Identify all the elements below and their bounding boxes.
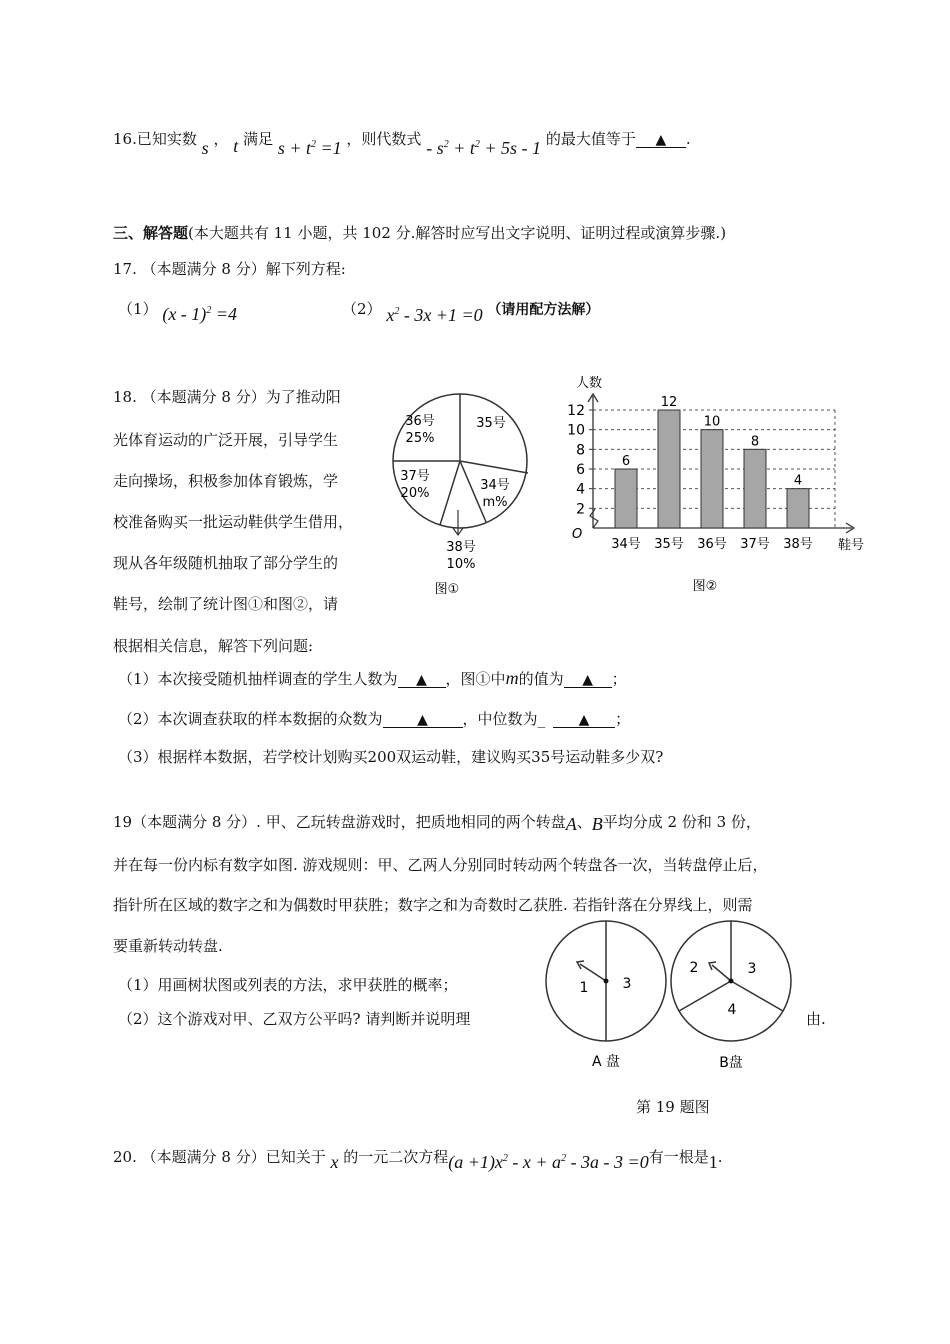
q16-comma: ， bbox=[213, 130, 229, 148]
bar-origin: O bbox=[572, 527, 583, 542]
bar-chart-figure bbox=[560, 368, 880, 598]
q18-question-2: （2）本次调查获取的样本数据的众数为 ▲ ，中位数为_ ▲ ； bbox=[118, 710, 631, 728]
q18-line-7: 根据相关信息，解答下列问题: bbox=[113, 637, 314, 655]
disk-b-num-2: 3 bbox=[747, 961, 757, 977]
bar-axis-break bbox=[590, 509, 598, 528]
q16-satisfy: 满足 bbox=[243, 130, 274, 148]
q18-question-3: （3）根据样本数据，若学校计划购买200双运动鞋，建议购买35号运动鞋多少双? bbox=[118, 748, 664, 766]
bar-category-label: 34号 bbox=[611, 537, 641, 552]
q18-blank-3: ▲ bbox=[383, 713, 463, 728]
disk-b-center bbox=[729, 979, 734, 984]
pie-pct-38: 10% bbox=[446, 557, 476, 572]
q18-line-4: 校准备购买一批运动鞋供学生借用， bbox=[113, 513, 354, 531]
q16-prefix: 16.已知实数 bbox=[113, 130, 197, 148]
pie-chart-figure bbox=[385, 385, 545, 605]
q20-line: 20. （本题满分 8 分）已知关于 x 的一元二次方程$(a +1)x^2 - x + a^2 - 3a - 3 =0$有一根是1. bbox=[113, 1148, 723, 1172]
q16-var-t: t bbox=[233, 136, 239, 156]
disk-a-num-2: 3 bbox=[622, 976, 632, 992]
q19-part-2: （2）这个游戏对甲、乙双方公平吗? 请判断并说明理 bbox=[118, 1010, 471, 1028]
bar-35号 bbox=[658, 410, 680, 528]
q18-line-5: 现从各年级随机抽取了部分学生的 bbox=[113, 554, 339, 572]
disk-b-num-3: 4 bbox=[727, 1002, 737, 1018]
disk-a-center bbox=[604, 979, 609, 984]
bar-y-tick-label: 10 bbox=[567, 422, 585, 439]
disk-b-num-1: 2 bbox=[689, 960, 699, 976]
q16-var-s: s bbox=[201, 138, 209, 158]
q19-line-4: 要重新转动转盘. bbox=[113, 937, 223, 955]
q16-line bbox=[113, 128, 691, 158]
bar-chart-caption: 图② bbox=[692, 579, 718, 594]
bar-34号 bbox=[615, 469, 637, 528]
disk-a-label: A 盘 bbox=[591, 1054, 621, 1070]
bar-36号 bbox=[701, 430, 723, 528]
pie-label-37: 37号 bbox=[400, 469, 430, 484]
bar-category-label: 35号 bbox=[654, 537, 684, 552]
q19-line-1: 19（本题满分 8 分）. 甲、乙玩转盘游戏时，把质地相同的两个转盘A、B平均分成 2 份和 3 份， bbox=[113, 813, 761, 834]
pie-label-34: 34号 bbox=[480, 478, 510, 493]
pie-label-36: 36号 bbox=[405, 414, 435, 429]
q16-end: . bbox=[685, 130, 691, 148]
bar-ylabel: 人数 bbox=[576, 376, 603, 391]
bar-category-label: 38号 bbox=[783, 537, 813, 552]
q16-then: ，则代数式 bbox=[346, 130, 422, 148]
q17-part2: （2） $x^2 - 3x +1 =0$ （请用配方法解） bbox=[342, 300, 600, 325]
bar-value-label: 10 bbox=[703, 414, 721, 430]
q16-expression: - $s^2 + t^2 + 5s - 1$ bbox=[426, 138, 542, 158]
bar-38号 bbox=[787, 489, 809, 528]
q18-line-3: 走向操场，积极参加体育锻炼，学 bbox=[113, 472, 339, 490]
q18-line-2: 光体育运动的广泛开展，引导学生 bbox=[113, 431, 339, 449]
pie-pct-36: 25% bbox=[405, 431, 435, 446]
bar-y-tick-label: 8 bbox=[576, 442, 585, 459]
bar-y-tick-label: 12 bbox=[567, 403, 585, 419]
bar-value-label: 8 bbox=[750, 434, 760, 450]
bar-category-label: 37号 bbox=[740, 537, 770, 552]
q19-line-2: 并在每一份内标有数字如图. 游戏规则：甲、乙两人分别同时转动两个转盘各一次，当转盘停止后， bbox=[113, 856, 768, 874]
q17-part1: （1） (x - 1)$^2$ =4 bbox=[118, 300, 237, 324]
q16-tail: 的最大值等于 bbox=[545, 130, 636, 148]
pie-label-35: 35号 bbox=[476, 416, 506, 431]
q18-line-1: 18. （本题满分 8 分）为了推动阳 bbox=[113, 388, 341, 406]
pie-pct-34: m% bbox=[482, 495, 508, 510]
q19-part-2-tail: 由. bbox=[806, 1010, 826, 1028]
bar-y-tick-label: 2 bbox=[576, 501, 585, 518]
q19-figure-caption: 第 19 题图 bbox=[636, 1098, 710, 1116]
bar-37号 bbox=[744, 449, 766, 528]
q17-head: 17. （本题满分 8 分）解下列方程: bbox=[113, 260, 346, 278]
bar-xlabel: 鞋号 bbox=[838, 538, 865, 553]
bar-value-label: 12 bbox=[660, 395, 678, 410]
q17-method-note: （请用配方法解） bbox=[487, 302, 600, 318]
q19-part-1: （1）用画树状图或列表的方法，求甲获胜的概率； bbox=[118, 976, 458, 994]
q16-condition: $s + t^2 =1$ bbox=[277, 138, 342, 158]
bar-y-tick-label: 6 bbox=[576, 462, 585, 478]
q18-blank-2: ▲ bbox=[564, 673, 612, 688]
bar-value-label: 4 bbox=[793, 473, 803, 489]
pie-pct-37: 20% bbox=[400, 486, 430, 501]
section3-desc: (本大题共有 11 小题，共 102 分.解答时应写出文字说明、证明过程或演算步骤.) bbox=[188, 224, 727, 242]
q18-line-6: 鞋号，绘制了统计图①和图②，请 bbox=[113, 595, 339, 613]
disk-b-label: B盘 bbox=[719, 1055, 743, 1071]
q16-answer-blank: ▲ bbox=[636, 133, 686, 148]
section3-heading bbox=[113, 222, 726, 243]
pie-caption: 图① bbox=[434, 582, 460, 597]
bar-category-label: 36号 bbox=[697, 537, 727, 552]
section3-title: 三、解答题 bbox=[113, 224, 189, 242]
pie-label-38: 38号 bbox=[446, 540, 476, 555]
q18-question-1: （1）本次接受随机抽样调查的学生人数为 ▲ ，图①中m的值为 ▲ ； bbox=[118, 668, 627, 688]
spinner-figure bbox=[540, 915, 810, 1075]
bar-value-label: 6 bbox=[621, 454, 631, 469]
q19-line-3: 指针所在区域的数字之和为偶数时甲获胜；数字之和为奇数时乙获胜. 若指针落在分界线上，则需 bbox=[113, 896, 753, 914]
q18-blank-1: ▲ bbox=[398, 673, 446, 688]
bar-y-tick-label: 4 bbox=[576, 481, 585, 498]
q18-blank-4: ▲ bbox=[553, 713, 615, 728]
disk-a-num-1: 1 bbox=[579, 980, 589, 996]
